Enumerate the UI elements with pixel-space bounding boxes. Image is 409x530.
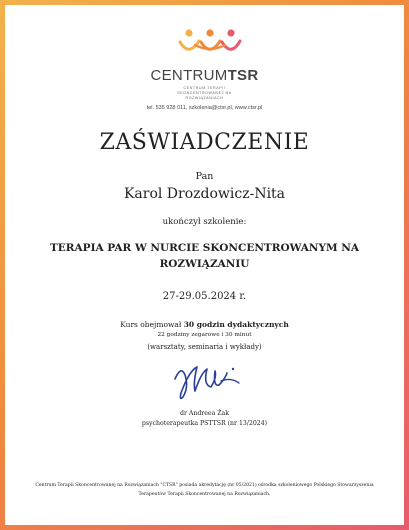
- brand-subtitle: CENTRUM TERAPII SKONCENTROWANEJ NA ROZWIĄZANIACH: [177, 86, 232, 100]
- handwritten-signature: [167, 357, 247, 403]
- course-title: TERAPIA PAR W NURCIE SKONCENTROWANYM NA ROZWIĄZANIU: [49, 242, 359, 270]
- accreditation-footer: Centrum Terapii Skoncentrowanej na Rozwiązaniach "CTSR" posiada akredytację (nr 05/2021) ośrodka szkoleniowego Polskiego Stowarzyszenia Terapeutów Terapii Skoncentrowanej na Rozwiązaniach.: [35, 483, 374, 497]
- certificate-page: [5, 5, 404, 525]
- signer-name: dr Andreea Żak: [180, 410, 229, 417]
- contact-line: tel. 535 928 011, szkolenia@ctsr.pl, www.ctsr.pl: [146, 105, 263, 111]
- course-hours: [5, 320, 404, 329]
- three-people-logo-icon: [177, 27, 243, 61]
- recipient-name: Karol Drozdowicz-Nita: [123, 186, 286, 202]
- clock-hours: 22 godziny zegarowe i 30 minut: [157, 332, 252, 338]
- course-dates: 27-29.05.2024 r.: [162, 291, 247, 302]
- signer-role: psychoterapeutka PSTTSR (nr 13/2024): [141, 420, 268, 427]
- hours-prefix: Kurs obejmował: [120, 320, 184, 329]
- course-format: (warsztaty, seminaria i wykłady): [147, 343, 262, 351]
- hours-bold: 30 godzin dydaktycznych: [183, 320, 289, 329]
- completion-text: ukończył szkolenie:: [162, 217, 247, 227]
- certificate-title: ZAŚWIADCZENIE: [99, 130, 310, 155]
- brand-left: CENTRUM: [150, 67, 228, 84]
- brand-name: [5, 67, 404, 84]
- brand-right: TSR: [227, 67, 259, 84]
- salutation: Pan: [195, 171, 214, 182]
